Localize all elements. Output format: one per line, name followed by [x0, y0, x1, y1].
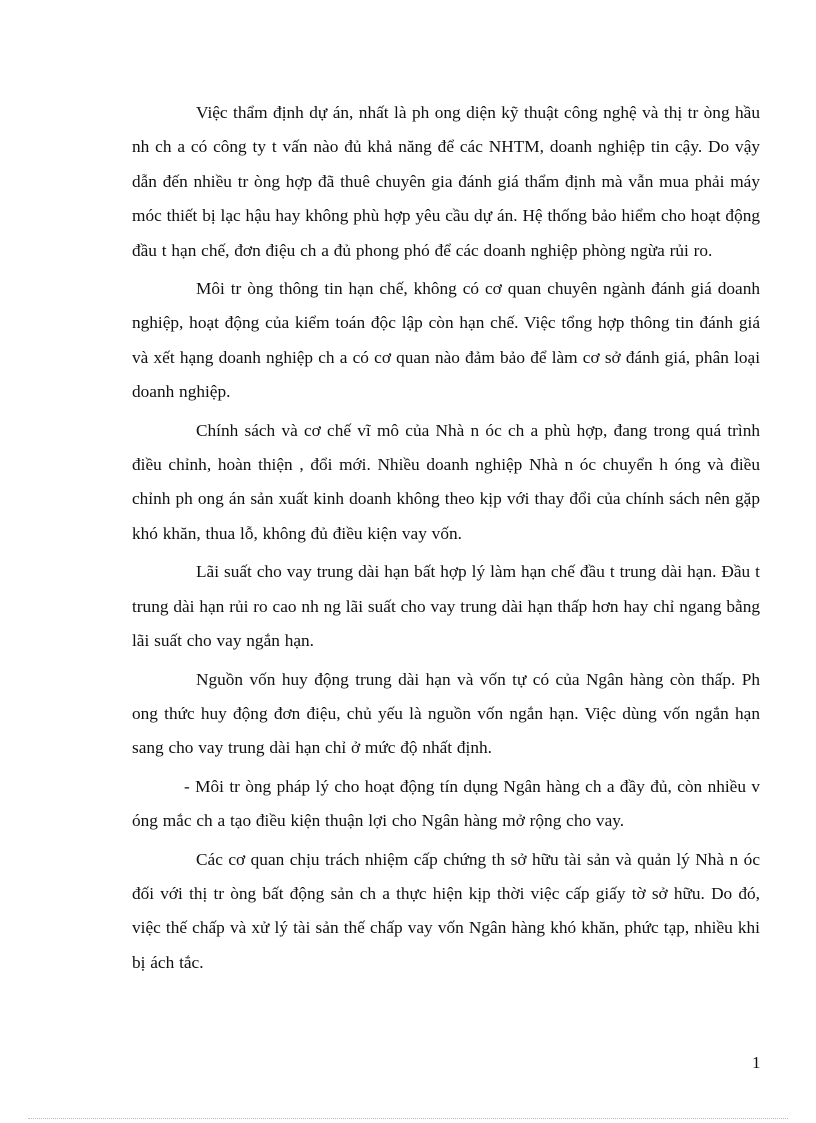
page-number: 1	[752, 1053, 761, 1072]
paragraph-property-certificates: Các cơ quan chịu trách nhiệm cấp chứng th sở hữu tài sản và quản lý Nhà n óc đối với thị tr òng bất động sản ch a thực hiện kịp thời việc cấp giấy tờ sở hữu. Do đó, việc thế chấp và xử lý tài sản thế chấp vay vốn Ngân hàng khó khăn, phức tạp, nhiều khi bị ách tắc.	[132, 849, 760, 972]
paragraph-macro-policy: Chính sách và cơ chế vĩ mô của Nhà n óc ch a phù hợp, đang trong quá trình điều chỉnh, hoàn thiện , đổi mới. Nhiều doanh nghiệp Nhà n óc chuyển h óng và điều chỉnh ph ong án sản xuất kinh doanh không theo kịp với thay đổi của chính sách nên gặp khó khăn, thua lỗ, không đủ điều kiện vay vốn.	[132, 420, 760, 543]
paragraph-interest-rate: Lãi suất cho vay trung dài hạn bất hợp lý làm hạn chế đầu t trung dài hạn. Đầu t trung dài hạn rủi ro cao nh ng lãi suất cho vay trung dài hạn thấp hơn hay chỉ ngang bằng lãi suất cho vay ngắn hạn.	[132, 562, 760, 651]
footer-divider	[28, 1118, 788, 1119]
body-text	[132, 96, 760, 984]
paragraph-information-environment: Môi tr òng thông tin hạn chế, không có cơ quan chuyên ngành đánh giá doanh nghiệp, hoạt động của kiểm toán độc lập còn hạn chế. Việc tổng hợp thông tin đánh giá và xết hạng doanh nghiệp ch a có cơ quan nào đảm bảo để làm cơ sở đánh giá, phân loại doanh nghiệp.	[132, 279, 760, 402]
paragraph-capital-sources: Nguồn vốn huy động trung dài hạn và vốn tự có của Ngân hàng còn thấp. Ph ong thức huy động đơn điệu, chủ yếu là nguồn vốn ngắn hạn. Việc dùng vốn ngắn hạn sang cho vay trung dài hạn chỉ ở mức độ nhất định.	[132, 669, 760, 758]
paragraph-legal-environment: - Môi tr òng pháp lý cho hoạt động tín dụng Ngân hàng ch a đầy đủ, còn nhiều v óng mắc ch a tạo điều kiện thuận lợi cho Ngân hàng mở rộng cho vay.	[132, 776, 760, 831]
paragraph-project-appraisal: Việc thẩm định dự án, nhất là ph ong diện kỹ thuật công nghệ và thị tr òng hầu nh ch a có công ty t vấn nào đủ khả năng để các NHTM, doanh nghiệp tin cậy. Do vậy dẫn đến nhiều tr òng hợp đã thuê chuyên gia đánh giá thẩm định mà vẫn mua phải máy móc thiết bị lạc hậu hay không phù hợp yêu cầu dự án. Hệ thống bảo hiểm cho hoạt động đầu t hạn chế, đơn điệu ch a đủ phong phó để các doanh nghiệp phòng ngừa rủi ro.	[132, 103, 760, 260]
